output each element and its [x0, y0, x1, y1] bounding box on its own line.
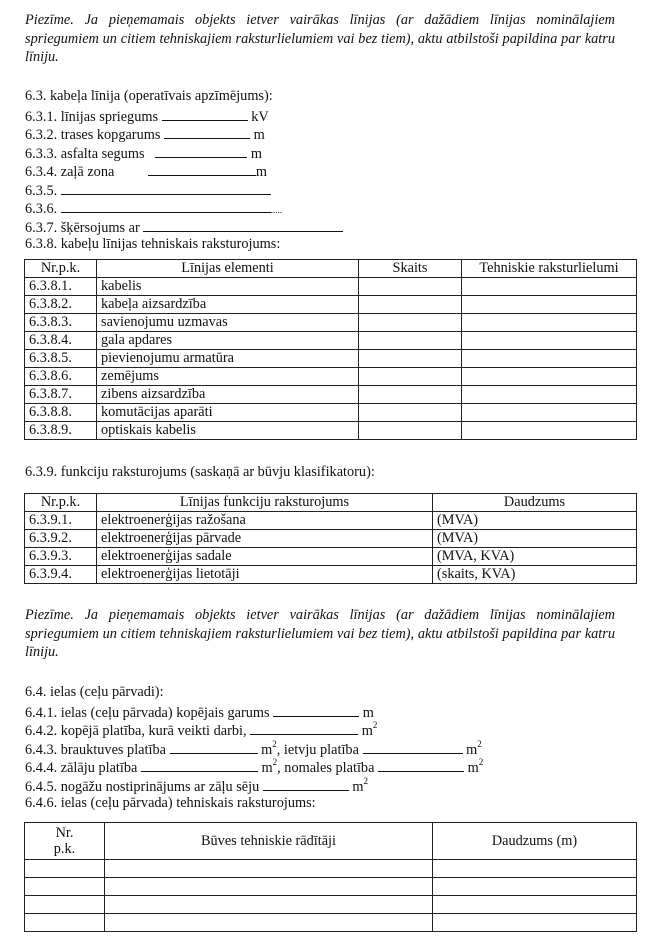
shoulder-area-blank[interactable]: [378, 757, 464, 772]
section-6-3: [25, 87, 343, 254]
street-table: [24, 822, 637, 932]
section-title: 6.3. kabeļa līnija (operatīvais apzīmējums):: [25, 88, 273, 104]
section-6-4: [25, 683, 483, 813]
row-nr: 6.3.8.5.: [25, 350, 97, 368]
cell[interactable]: [433, 914, 637, 932]
function-table: [24, 493, 637, 584]
table-row: [25, 566, 637, 584]
route-length-blank[interactable]: [164, 124, 250, 139]
cell[interactable]: [433, 860, 637, 878]
row-element: optiskais kabelis: [97, 422, 359, 440]
row-element: kabelis: [97, 278, 359, 296]
col-nr: Nr. p.k.: [25, 823, 105, 860]
table-row: [25, 368, 637, 386]
field-total-area: 6.4.2. kopējā platība, kurā veikti darbi, $m^2$: [25, 720, 378, 739]
col-elements: Līnijas elementi: [97, 260, 359, 278]
table-header: [25, 494, 637, 512]
col-nr: Nr.p.k.: [25, 494, 97, 512]
tech-cell[interactable]: [462, 404, 637, 422]
col-function: Līnijas funkciju raksturojums: [97, 494, 433, 512]
table-row: [25, 512, 637, 530]
note-bottom: Piezīme. Ja pieņemamais objekts ietver vairākas līnijas (ar dažādiem līnijas nominālajiem spriegumiem un citiem tehniskajiem raksturlielumiem vai bez tiem), aktu atbilstoši papildina par katru līniju.: [25, 607, 615, 660]
crossing-blank[interactable]: [143, 217, 343, 232]
field-slope: 6.4.5. nogāžu nostiprinājums ar zāļu sēju $m^2$: [25, 775, 369, 795]
table-row: [25, 332, 637, 350]
row-nr: 6.3.9.3.: [25, 548, 97, 566]
row-quantity: (skaits, KVA): [433, 566, 637, 584]
row-nr: 6.3.8.4.: [25, 332, 97, 350]
row-element: kabeļa aizsardzība: [97, 296, 359, 314]
count-cell[interactable]: [359, 314, 462, 332]
asphalt-blank[interactable]: [155, 143, 247, 158]
tech-cell[interactable]: [462, 368, 637, 386]
street-length-blank[interactable]: [273, 702, 359, 717]
table-row: [25, 914, 637, 932]
count-cell[interactable]: [359, 350, 462, 368]
green-zone-blank[interactable]: [148, 161, 256, 176]
tech-cell[interactable]: [462, 278, 637, 296]
field-6-3-5: 6.3.5.: [25, 180, 343, 199]
col-quantity: Daudzums: [433, 494, 637, 512]
tech-cell[interactable]: [462, 314, 637, 332]
row-nr: 6.3.9.1.: [25, 512, 97, 530]
table-header: [25, 823, 637, 860]
row-element: zibens aizsardzība: [97, 386, 359, 404]
count-cell[interactable]: [359, 296, 462, 314]
tech-cell[interactable]: [462, 296, 637, 314]
row-function: elektroenerģijas lietotāji: [97, 566, 433, 584]
table-row: [25, 386, 637, 404]
cell[interactable]: [105, 914, 433, 932]
cell[interactable]: [433, 878, 637, 896]
slope-blank[interactable]: [263, 776, 349, 791]
tech-cell[interactable]: [462, 422, 637, 440]
field-green-zone: 6.3.4. zaļā zona m: [25, 161, 343, 180]
field-roadway-area: 6.4.3. brauktuves platība $m^2$, ietvju platība $m^2$: [25, 738, 482, 758]
blank-6-3-5[interactable]: [61, 180, 271, 195]
row-quantity: (MVA): [433, 530, 637, 548]
row-nr: 6.3.8.7.: [25, 386, 97, 404]
row-element: savienojumu uzmavas: [97, 314, 359, 332]
field-6-3-6: 6.3.6. .....: [25, 198, 343, 217]
note-top: Piezīme. Ja pieņemamais objekts ietver vairākas līnijas (ar dažādiem līnijas nominālajiem spriegumiem un citiem tehniskajiem raksturlielumiem vai bez tiem), aktu atbilstoši papildina par katru līniju.: [25, 12, 615, 65]
row-function: elektroenerģijas sadale: [97, 548, 433, 566]
table-row: [25, 422, 637, 440]
row-nr: 6.3.8.3.: [25, 314, 97, 332]
cell[interactable]: [25, 896, 105, 914]
row-element: pievienojumu armatūra: [97, 350, 359, 368]
row-element: zemējums: [97, 368, 359, 386]
row-nr: 6.3.9.2.: [25, 530, 97, 548]
roadway-area-blank[interactable]: [170, 739, 258, 754]
cell[interactable]: [25, 878, 105, 896]
table-row: [25, 278, 637, 296]
cell[interactable]: [25, 860, 105, 878]
total-area-blank[interactable]: [250, 720, 358, 735]
field-route-length: 6.3.2. trases kopgarums m: [25, 124, 343, 143]
row-function: elektroenerģijas ražošana: [97, 512, 433, 530]
col-indicators: Būves tehniskie rādītāji: [105, 823, 433, 860]
table-row: [25, 350, 637, 368]
tech-cell[interactable]: [462, 332, 637, 350]
cell[interactable]: [433, 896, 637, 914]
row-nr: 6.3.8.9.: [25, 422, 97, 440]
cable-elements-table: [24, 259, 637, 440]
tech-cell[interactable]: [462, 350, 637, 368]
cell[interactable]: [105, 896, 433, 914]
row-element: komutācijas aparāti: [97, 404, 359, 422]
table-row: [25, 314, 637, 332]
table-row: [25, 404, 637, 422]
tech-cell[interactable]: [462, 386, 637, 404]
cell[interactable]: [105, 860, 433, 878]
cell[interactable]: [25, 914, 105, 932]
table-row: [25, 860, 637, 878]
blank-6-3-6[interactable]: [61, 198, 271, 213]
col-count: Skaits: [359, 260, 462, 278]
col-quantity: Daudzums (m): [433, 823, 637, 860]
table-row: [25, 896, 637, 914]
field-crossing: 6.3.7. šķērsojums ar: [25, 217, 343, 236]
row-nr: 6.3.8.2.: [25, 296, 97, 314]
row-nr: 6.3.9.4.: [25, 566, 97, 584]
field-lawn-area: 6.4.4. zālāju platība $m^2$, nomales platība $m^2$: [25, 757, 484, 776]
section-title: 6.4. ielas (ceļu pārvadi):: [25, 684, 164, 700]
field-voltage: 6.3.1. līnijas spriegums kV: [25, 106, 343, 125]
lawn-area-blank[interactable]: [141, 757, 258, 772]
count-cell[interactable]: [359, 368, 462, 386]
row-nr: 6.3.8.1.: [25, 278, 97, 296]
row-quantity: (MVA): [433, 512, 637, 530]
col-tech: Tehniskie raksturlielumi: [462, 260, 637, 278]
count-cell[interactable]: [359, 422, 462, 440]
function-label: 6.3.9. funkciju raksturojums (saskaņā ar būvju klasifikatoru):: [25, 464, 375, 480]
count-cell[interactable]: [359, 278, 462, 296]
row-function: elektroenerģijas pārvade: [97, 530, 433, 548]
count-cell[interactable]: [359, 386, 462, 404]
col-nr: Nr.p.k.: [25, 260, 97, 278]
voltage-blank[interactable]: [162, 106, 248, 121]
count-cell[interactable]: [359, 332, 462, 350]
count-cell[interactable]: [359, 404, 462, 422]
table-header: [25, 260, 637, 278]
row-nr: 6.3.8.6.: [25, 368, 97, 386]
table-row: [25, 878, 637, 896]
street-characteristics-label: 6.4.6. ielas (ceļu pārvada) tehniskais raksturojums:: [25, 795, 316, 811]
row-quantity: (MVA, KVA): [433, 548, 637, 566]
row-element: gala apdares: [97, 332, 359, 350]
field-street-length: 6.4.1. ielas (ceļu pārvada) kopējais garums m: [25, 702, 483, 721]
cell[interactable]: [105, 878, 433, 896]
row-nr: 6.3.8.8.: [25, 404, 97, 422]
cable-characteristics-label: 6.3.8. kabeļu līnijas tehniskais raksturojums:: [25, 236, 281, 252]
table-row: [25, 548, 637, 566]
field-asphalt: 6.3.3. asfalta segums m: [25, 143, 343, 162]
sidewalk-area-blank[interactable]: [363, 739, 463, 754]
table-row: [25, 530, 637, 548]
table-row: [25, 296, 637, 314]
